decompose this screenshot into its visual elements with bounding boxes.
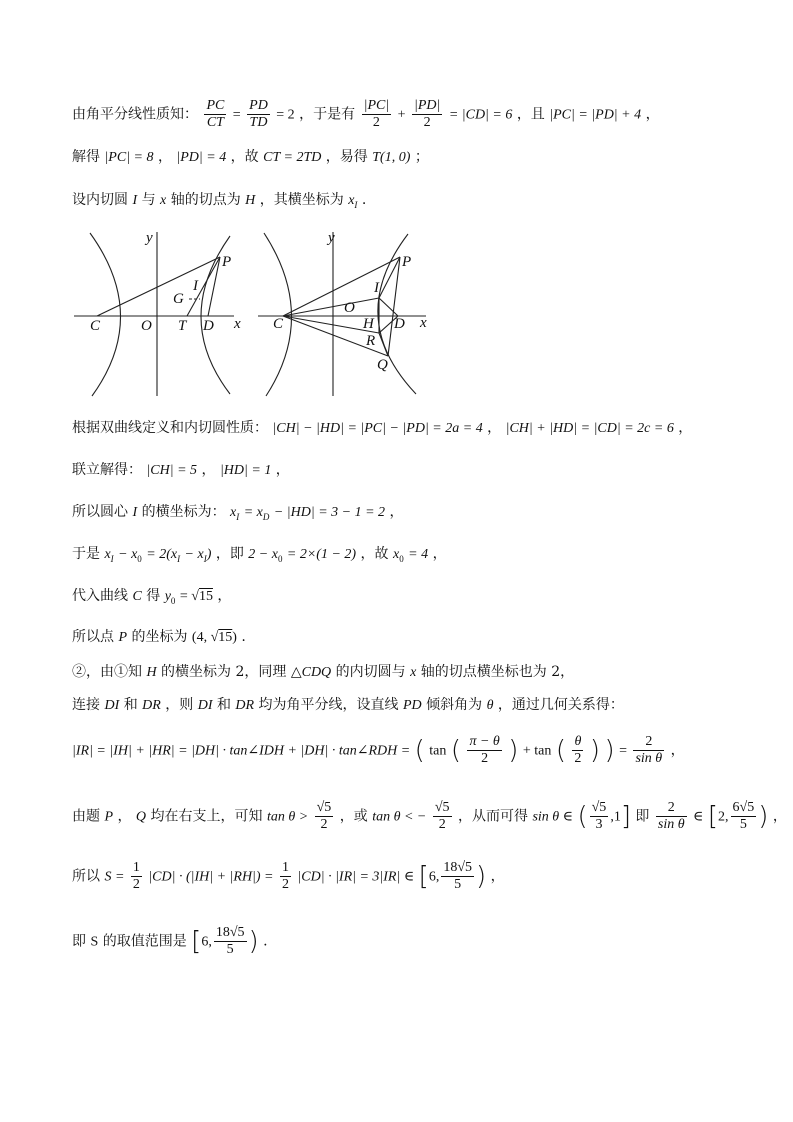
math: = |CD| = 6	[448, 107, 513, 123]
line-3	[72, 193, 366, 210]
math: I	[132, 193, 138, 208]
text: ，且	[516, 106, 545, 123]
text: 连接	[72, 697, 100, 713]
fraction-2-over-sin	[656, 800, 687, 833]
label-q: Q	[377, 357, 388, 373]
text: ，	[201, 462, 216, 478]
denominator: 2	[481, 751, 489, 767]
text: 代入曲线	[72, 588, 128, 604]
paren: (	[555, 735, 566, 766]
math: H	[245, 193, 256, 208]
numerator: PD	[247, 98, 270, 115]
math: P	[118, 630, 128, 645]
math: sin θ ∈	[532, 809, 574, 825]
label-o: O	[141, 318, 152, 334]
paren: (	[450, 735, 461, 766]
math: θ	[486, 698, 494, 713]
subscript: I	[203, 553, 207, 564]
numerator: √5	[433, 800, 452, 817]
text: 均在右支上，可知	[150, 808, 263, 825]
label-r: R	[366, 333, 376, 349]
fraction-half	[131, 860, 142, 893]
equals: =	[232, 107, 241, 123]
math: = 2×(1 − 2)	[286, 547, 357, 562]
fraction-pc-half	[362, 98, 392, 131]
text: 解得	[72, 149, 100, 165]
text: ，	[275, 462, 290, 478]
paren: (	[414, 735, 425, 766]
text: ，从而可得	[457, 808, 528, 825]
numerator: √5	[315, 800, 334, 817]
subscript: I	[110, 553, 114, 564]
radicand: 15	[198, 589, 213, 604]
math: − |HD| = 3 − 1 = 2	[273, 505, 386, 520]
text: 所以圆心	[72, 504, 128, 520]
math: PD	[402, 698, 422, 713]
math: △CDQ	[290, 665, 332, 680]
paren: )	[604, 735, 615, 766]
text: ，	[487, 420, 502, 436]
fraction-root5-over-2	[315, 800, 334, 833]
math: DR	[235, 698, 255, 713]
numerator: 18√5	[441, 860, 474, 877]
denominator: sin θ	[657, 817, 685, 833]
math: |HD| = 1	[219, 463, 272, 478]
text: ，故	[360, 546, 389, 562]
numerator: PC	[204, 98, 226, 115]
text: ，或	[339, 808, 368, 825]
math: |CH| − |HD| = |PC| − |PD| = 2a = 4	[272, 421, 483, 436]
line-4	[72, 421, 692, 436]
fraction-pc-ct	[204, 98, 226, 131]
denominator: 3	[595, 817, 603, 833]
math: x	[104, 547, 111, 562]
subscript: I	[354, 199, 358, 210]
text: ，即	[215, 546, 244, 562]
math: )	[232, 630, 237, 645]
bracket: (	[577, 801, 588, 832]
text: 得	[146, 588, 161, 604]
math: CT = 2TD	[263, 150, 322, 165]
math: )	[206, 547, 212, 562]
math: |CD| · |IR| = 3|IR| ∈	[297, 869, 415, 885]
math: P	[104, 809, 114, 825]
text: 的横坐标为：	[141, 504, 226, 520]
math: T(1, 0)	[372, 150, 411, 165]
math: S	[90, 934, 99, 950]
denominator: CT	[206, 115, 224, 131]
line-dp	[208, 257, 220, 316]
line-9	[72, 630, 246, 645]
line-5	[72, 463, 290, 478]
text: 的取值范围是	[102, 933, 187, 950]
fraction-6root5-over-5	[731, 800, 757, 833]
text: .	[263, 933, 268, 950]
subscript: 0	[137, 553, 142, 564]
bracket: )	[248, 926, 259, 957]
bracket: [	[418, 861, 429, 892]
math: DI	[197, 698, 213, 713]
text: 的横坐标为 2，同理	[161, 664, 287, 680]
denominator: 5	[454, 877, 462, 893]
text: 轴的切点横坐标也为 2，	[420, 664, 575, 680]
denominator: 2	[438, 817, 446, 833]
text: ，	[217, 588, 232, 604]
subscript: I	[177, 553, 181, 564]
text: ，	[117, 808, 132, 825]
math: = x	[243, 505, 263, 520]
line-14	[72, 860, 505, 893]
label-d: D	[203, 318, 214, 334]
label-h: H	[363, 316, 374, 332]
math: x	[392, 547, 400, 562]
math: ,1	[610, 809, 621, 825]
text: 与	[141, 192, 156, 208]
text: 所以点	[72, 629, 114, 645]
label-i: I	[374, 280, 379, 296]
math: |PD| = 4	[176, 150, 227, 165]
label-g: G	[173, 291, 184, 307]
math: S =	[104, 869, 125, 885]
text: 由题	[72, 808, 100, 825]
denominator: 2	[281, 877, 289, 893]
line-6	[72, 505, 404, 522]
fraction-pi-minus-theta	[467, 734, 501, 767]
text: .	[241, 629, 246, 645]
math: tan	[429, 743, 447, 759]
hyperbola-left-branch	[90, 233, 121, 396]
fraction-pd-half	[412, 98, 442, 131]
denominator: 2	[372, 115, 380, 131]
line-10	[72, 665, 574, 680]
text: .	[361, 192, 367, 208]
label-d: D	[394, 316, 405, 332]
math: tan θ >	[266, 809, 309, 825]
text: 和	[123, 697, 138, 713]
hyperbola-left-branch	[264, 233, 292, 396]
denominator: sin θ	[635, 751, 663, 767]
numerator: |PD|	[412, 98, 442, 115]
bracket: [	[707, 801, 719, 832]
text: ；	[414, 149, 429, 165]
math: |IR| = |IH| + |HR| = |DH| · tan∠IDH + |DH| · tan∠RDH =	[72, 743, 411, 759]
text: 所以	[72, 868, 100, 885]
text: 轴的切点为	[170, 192, 241, 208]
fraction-18root5-over-5	[441, 860, 474, 893]
text: 即	[635, 808, 650, 825]
label-o: O	[344, 300, 355, 316]
text: ，通过几何关系得：	[497, 697, 624, 713]
fraction-theta-half	[572, 734, 583, 767]
plus: +	[397, 107, 406, 123]
fraction-2-sin-theta	[633, 734, 664, 767]
line-pq	[388, 257, 400, 356]
subscript: 0	[399, 553, 404, 564]
numerator: 1	[131, 860, 142, 877]
label-p: P	[222, 254, 232, 270]
text: 和	[216, 697, 231, 713]
line-12	[72, 734, 685, 767]
line-ci	[283, 298, 379, 316]
numerator: |PC|	[362, 98, 392, 115]
math: x	[348, 193, 355, 208]
subscript: 0	[170, 595, 176, 606]
text: ②，由①知	[72, 664, 142, 680]
bracket: )	[758, 801, 769, 832]
label-x: x	[234, 316, 241, 332]
fraction-18root5-over-5	[214, 925, 247, 958]
numerator: π − θ	[467, 734, 501, 751]
label-p: P	[402, 254, 412, 270]
math: tan θ < −	[372, 809, 427, 825]
math: Q	[135, 809, 147, 825]
line-1	[72, 98, 660, 131]
paren: )	[589, 735, 601, 766]
text: 的内切圆与	[335, 664, 406, 680]
text: 倾斜角为	[426, 697, 483, 713]
label-y: y	[328, 230, 335, 246]
denominator: 5	[739, 817, 747, 833]
denominator: 2	[132, 877, 140, 893]
math: |CH| = 5	[146, 463, 198, 478]
label-c: C	[273, 316, 284, 332]
math: C	[132, 589, 142, 604]
denominator: 2	[574, 751, 582, 767]
line-11	[72, 698, 624, 713]
math: = 2(x	[146, 547, 178, 562]
line-7	[72, 547, 447, 564]
math: x	[230, 505, 237, 520]
text: ，	[490, 868, 505, 885]
numerator: 6√5	[731, 800, 757, 817]
math: − x	[184, 547, 204, 562]
math: H	[146, 665, 157, 680]
text: 即	[72, 933, 86, 950]
math: |PC| = |PD| + 4	[549, 107, 642, 123]
numerator: √5	[590, 800, 609, 817]
text: ，	[678, 420, 693, 436]
radicand: 15	[218, 630, 233, 645]
text: 由角平分线性质知：	[72, 106, 198, 123]
denominator: 2	[320, 817, 328, 833]
figure-right	[256, 228, 436, 398]
label-i: I	[193, 278, 198, 294]
math: 6,	[428, 869, 440, 885]
math: |CD| · (|IH| + |RH|) =	[148, 869, 274, 885]
line-13	[72, 800, 787, 833]
label-x: x	[420, 315, 427, 331]
line-2	[72, 150, 429, 165]
math: ∈	[693, 809, 704, 825]
math: y	[164, 589, 171, 604]
line-8	[72, 589, 231, 606]
text: 设内切圆	[72, 192, 128, 208]
text: ，	[772, 808, 787, 825]
equals-two: = 2	[276, 107, 295, 123]
math: DI	[104, 698, 120, 713]
label-t: T	[178, 318, 187, 334]
math: I	[132, 505, 138, 520]
math: − x	[118, 547, 138, 562]
equals: =	[619, 743, 627, 759]
bracket: ]	[620, 801, 631, 832]
math: (4, √	[191, 630, 219, 645]
numerator: 1	[280, 860, 291, 877]
math: = 4	[408, 547, 429, 562]
fraction-root5-over-2b	[433, 800, 452, 833]
label-y: y	[146, 230, 153, 246]
text: 于是	[72, 546, 100, 562]
paren: )	[508, 735, 519, 766]
text: ，易得	[325, 149, 368, 165]
line-15	[72, 925, 268, 958]
label-c: C	[90, 318, 101, 334]
text: ，其横坐标为	[259, 192, 344, 208]
denominator: 2	[423, 115, 431, 131]
text: ，于是有	[299, 106, 356, 123]
fraction-pd-td	[247, 98, 270, 131]
numerator: 18√5	[214, 925, 247, 942]
denominator: 5	[226, 942, 234, 958]
text: ，故	[230, 149, 259, 165]
figure-left	[72, 228, 252, 398]
text: ，	[389, 504, 404, 520]
math: |PC| = 8	[104, 150, 154, 165]
numerator: 2	[633, 734, 664, 751]
math: x	[160, 193, 167, 208]
denominator: TD	[249, 115, 268, 131]
math: 2,	[718, 809, 729, 825]
line-tp	[187, 257, 220, 316]
math: + tan	[522, 743, 552, 759]
text: 均为角平分线，设直线	[258, 697, 399, 713]
text: 根据双曲线定义和内切圆性质：	[72, 420, 268, 436]
text: ，则	[165, 697, 194, 713]
math: 6,	[201, 934, 212, 950]
math: DR	[142, 698, 161, 713]
fraction-root5-over-3	[590, 800, 609, 833]
math: 2 − x	[248, 547, 278, 562]
text: 的坐标为	[131, 629, 188, 645]
subscript: D	[262, 511, 270, 522]
math: = √	[179, 589, 199, 604]
math: |CH| + |HD| = |CD| = 2c = 6	[505, 421, 674, 436]
text: ，	[432, 546, 447, 562]
fraction-half-2	[280, 860, 291, 893]
numerator: θ	[572, 734, 583, 751]
subscript: I	[236, 511, 240, 522]
text: ，	[645, 106, 660, 123]
text: ，	[670, 742, 685, 759]
text: ，	[157, 149, 172, 165]
line-cp	[283, 257, 400, 316]
subscript: 0	[277, 553, 283, 564]
math: x	[410, 665, 417, 680]
text: 联立解得：	[72, 462, 142, 478]
numerator: 2	[656, 800, 687, 817]
bracket: [	[191, 926, 202, 957]
bracket: )	[476, 861, 487, 892]
